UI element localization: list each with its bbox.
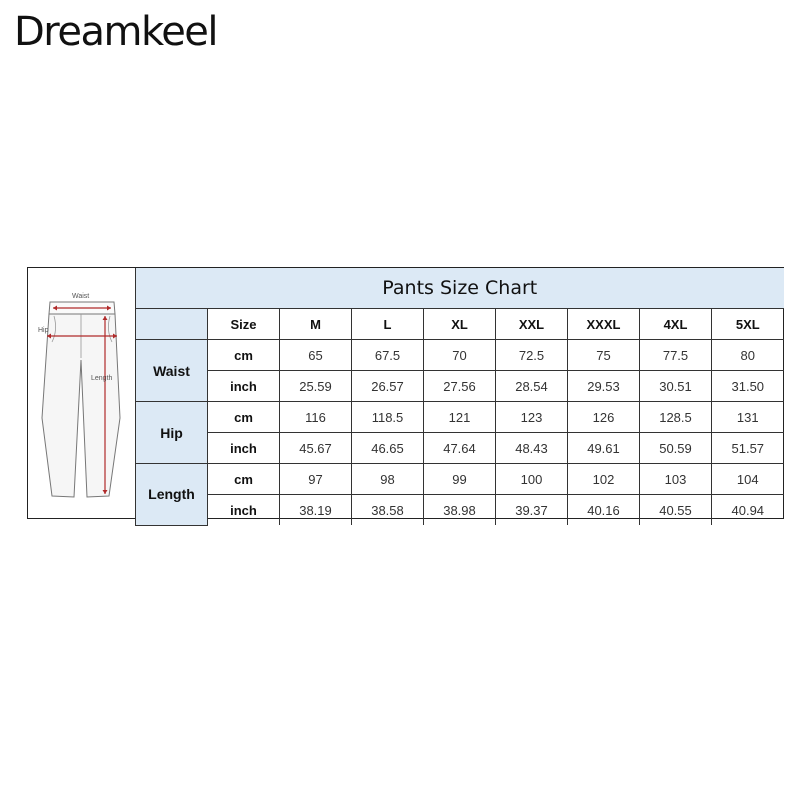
table-cell: 50.59 — [640, 433, 712, 464]
table-cell: 38.98 — [424, 495, 496, 526]
table-cell: 39.37 — [496, 495, 568, 526]
length-label: Length — [91, 375, 113, 382]
table-cell: 29.53 — [568, 371, 640, 402]
table-cell: 47.64 — [424, 433, 496, 464]
table-cell: 123 — [496, 402, 568, 433]
unit-label: cm — [208, 464, 280, 495]
table-cell: 31.50 — [712, 371, 784, 402]
pants-diagram — [28, 268, 136, 518]
table-cell: 99 — [424, 464, 496, 495]
table-cell: 103 — [640, 464, 712, 495]
unit-label: inch — [208, 371, 280, 402]
waist-label: Waist — [72, 293, 90, 300]
table-cell: 48.43 — [496, 433, 568, 464]
measure-label: Waist — [136, 340, 208, 402]
pants-illustration — [28, 268, 135, 518]
size-header: 4XL — [640, 309, 712, 340]
table-row — [136, 340, 784, 371]
table-cell: 49.61 — [568, 433, 640, 464]
table-cell: 128.5 — [640, 402, 712, 433]
size-header: XXL — [496, 309, 568, 340]
table-cell: 131 — [712, 402, 784, 433]
size-header: 5XL — [712, 309, 784, 340]
size-header: L — [352, 309, 424, 340]
table-cell: 121 — [424, 402, 496, 433]
table-cell: 98 — [352, 464, 424, 495]
table-cell: 97 — [280, 464, 352, 495]
empty-corner — [136, 309, 208, 340]
table-cell: 116 — [280, 402, 352, 433]
size-chart — [27, 267, 784, 519]
table-row — [136, 371, 784, 402]
table-cell: 118.5 — [352, 402, 424, 433]
table-cell: 45.67 — [280, 433, 352, 464]
table-cell: 30.51 — [640, 371, 712, 402]
table-cell: 28.54 — [496, 371, 568, 402]
unit-label: cm — [208, 402, 280, 433]
table-cell: 80 — [712, 340, 784, 371]
table-cell: 51.57 — [712, 433, 784, 464]
size-header: Size — [208, 309, 280, 340]
table-cell: 26.57 — [352, 371, 424, 402]
table-cell: 72.5 — [496, 340, 568, 371]
brand-logo: Dreamkeel — [14, 9, 218, 55]
header-row — [136, 309, 784, 340]
unit-label: cm — [208, 340, 280, 371]
table-cell: 46.65 — [352, 433, 424, 464]
table-row — [136, 433, 784, 464]
table-cell: 126 — [568, 402, 640, 433]
table-cell: 65 — [280, 340, 352, 371]
table-cell: 102 — [568, 464, 640, 495]
size-header: XL — [424, 309, 496, 340]
size-header: M — [280, 309, 352, 340]
chart-title: Pants Size Chart — [136, 268, 784, 309]
size-table — [135, 268, 784, 526]
table-cell: 67.5 — [352, 340, 424, 371]
table-cell: 38.58 — [352, 495, 424, 526]
table-cell: 40.55 — [640, 495, 712, 526]
hip-label: Hip — [38, 327, 49, 334]
table-cell: 40.16 — [568, 495, 640, 526]
table-cell: 104 — [712, 464, 784, 495]
table-row — [136, 402, 784, 433]
table-row — [136, 495, 784, 526]
table-row — [136, 464, 784, 495]
measure-label: Hip — [136, 402, 208, 464]
table-cell: 77.5 — [640, 340, 712, 371]
table-cell: 40.94 — [712, 495, 784, 526]
table-cell: 75 — [568, 340, 640, 371]
unit-label: inch — [208, 495, 280, 526]
unit-label: inch — [208, 433, 280, 464]
table-cell: 70 — [424, 340, 496, 371]
table-cell: 27.56 — [424, 371, 496, 402]
measure-label: Length — [136, 464, 208, 526]
table-cell: 100 — [496, 464, 568, 495]
size-header: XXXL — [568, 309, 640, 340]
table-cell: 25.59 — [280, 371, 352, 402]
table-cell: 38.19 — [280, 495, 352, 526]
